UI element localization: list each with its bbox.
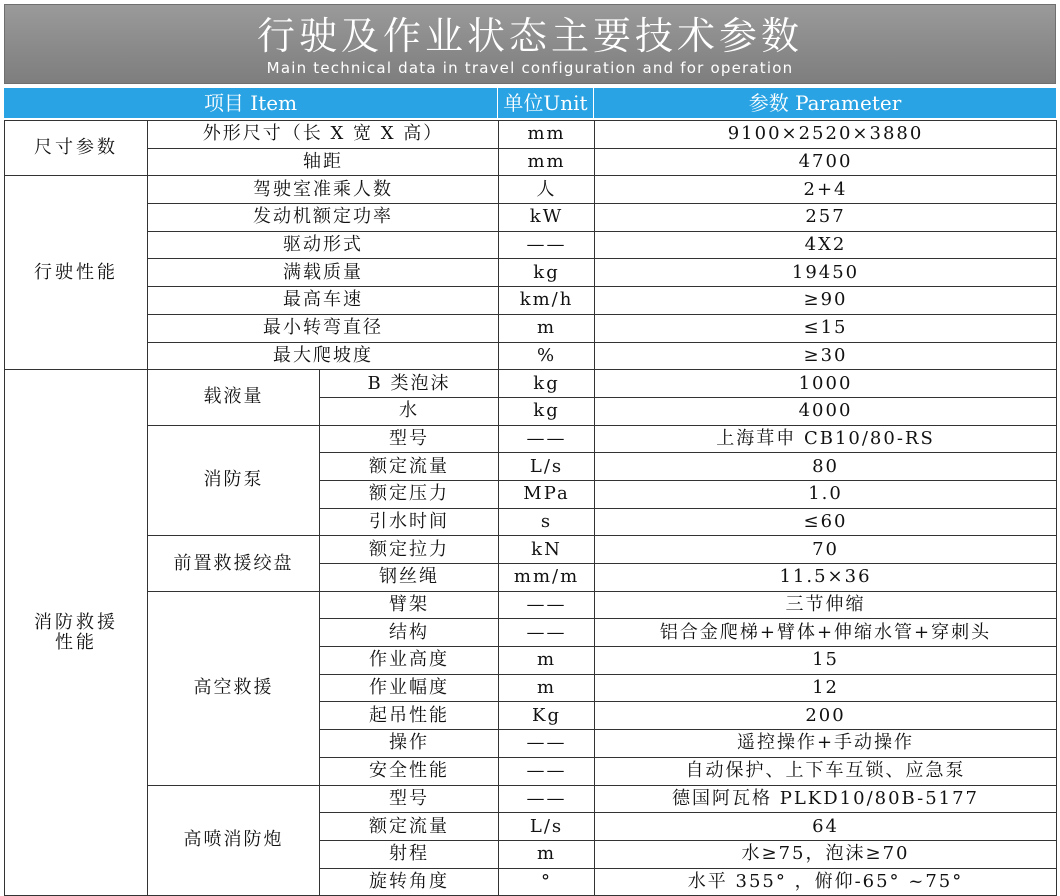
unit-cell: —— <box>499 619 595 647</box>
page-subtitle: Main technical data in travel configuration and for operation <box>266 59 794 77</box>
unit-cell: MPa <box>499 480 595 508</box>
unit-cell: m <box>499 647 595 675</box>
group-cell: 载液量 <box>148 370 320 425</box>
unit-cell: —— <box>499 231 595 259</box>
item-cell: 作业幅度 <box>320 674 499 702</box>
table-row <box>5 314 1057 342</box>
param-cell: 9100×2520×3880 <box>595 121 1057 149</box>
category-cell: 行驶性能 <box>5 176 148 370</box>
param-cell: 水平 355° ，俯仰-65° ~75° <box>595 868 1057 896</box>
item-cell: 最小转弯直径 <box>148 314 499 342</box>
param-cell: 4X2 <box>595 231 1057 259</box>
table-row <box>5 204 1057 232</box>
item-cell: 最高车速 <box>148 287 499 315</box>
header-item: 项目 Item <box>4 88 498 118</box>
unit-cell: kg <box>499 397 595 425</box>
group-cell: 高空救援 <box>148 591 320 785</box>
item-cell: 旋转角度 <box>320 868 499 896</box>
param-cell: 三节伸缩 <box>595 591 1057 619</box>
table-row <box>5 425 1057 453</box>
param-cell: 70 <box>595 536 1057 564</box>
unit-cell: —— <box>499 757 595 785</box>
item-cell: 额定拉力 <box>320 536 499 564</box>
unit-cell: kg <box>499 370 595 398</box>
unit-cell: km/h <box>499 287 595 315</box>
param-cell: 12 <box>595 674 1057 702</box>
param-cell: 4000 <box>595 397 1057 425</box>
param-cell: 80 <box>595 453 1057 481</box>
item-cell: 外形尺寸（长 X 宽 X 高） <box>148 121 499 149</box>
item-cell: B 类泡沫 <box>320 370 499 398</box>
item-cell: 驱动形式 <box>148 231 499 259</box>
title-banner <box>4 4 1056 84</box>
table-row <box>5 370 1057 398</box>
item-cell: 最大爬坡度 <box>148 342 499 370</box>
param-cell: 64 <box>595 813 1057 841</box>
item-cell: 额定流量 <box>320 453 499 481</box>
item-cell: 满载质量 <box>148 259 499 287</box>
unit-cell: kN <box>499 536 595 564</box>
unit-cell: L/s <box>499 453 595 481</box>
param-cell: ≥90 <box>595 287 1057 315</box>
page-title: 行驶及作业状态主要技术参数 <box>256 14 803 58</box>
table-row <box>5 785 1057 813</box>
param-cell: 200 <box>595 702 1057 730</box>
table-row <box>5 259 1057 287</box>
item-cell: 额定流量 <box>320 813 499 841</box>
spec-table-body <box>5 121 1057 896</box>
param-cell: 1.0 <box>595 480 1057 508</box>
item-cell: 臂架 <box>320 591 499 619</box>
unit-cell: mm <box>499 148 595 176</box>
table-row <box>5 231 1057 259</box>
item-cell: 安全性能 <box>320 757 499 785</box>
item-cell: 水 <box>320 397 499 425</box>
unit-cell: s <box>499 508 595 536</box>
unit-cell: m <box>499 674 595 702</box>
param-cell: 11.5×36 <box>595 564 1057 592</box>
unit-cell: L/s <box>499 813 595 841</box>
unit-cell: mm <box>499 121 595 149</box>
header-unit: 单位Unit <box>498 88 594 118</box>
item-cell: 驾驶室准乘人数 <box>148 176 499 204</box>
item-cell: 型号 <box>320 425 499 453</box>
unit-cell: —— <box>499 591 595 619</box>
unit-cell: —— <box>499 730 595 758</box>
table-row <box>5 176 1057 204</box>
group-cell: 消防泵 <box>148 425 320 536</box>
unit-cell: 人 <box>499 176 595 204</box>
category-cell: 消防救援 性能 <box>5 370 148 896</box>
param-cell: 铝合金爬梯+臂体+伸缩水管+穿刺头 <box>595 619 1057 647</box>
unit-cell: —— <box>499 425 595 453</box>
unit-cell: kW <box>499 204 595 232</box>
item-cell: 额定压力 <box>320 480 499 508</box>
table-row <box>5 342 1057 370</box>
param-cell: 257 <box>595 204 1057 232</box>
item-cell: 轴距 <box>148 148 499 176</box>
param-cell: 1000 <box>595 370 1057 398</box>
table-row <box>5 121 1057 149</box>
item-cell: 发动机额定功率 <box>148 204 499 232</box>
spec-table <box>4 120 1057 896</box>
param-cell: ≤60 <box>595 508 1057 536</box>
unit-cell: m <box>499 840 595 868</box>
unit-cell: mm/m <box>499 564 595 592</box>
table-row <box>5 148 1057 176</box>
item-cell: 引水时间 <box>320 508 499 536</box>
table-row <box>5 287 1057 315</box>
header-param: 参数 Parameter <box>748 91 902 115</box>
unit-cell: % <box>499 342 595 370</box>
item-cell: 起吊性能 <box>320 702 499 730</box>
unit-cell: kg <box>499 259 595 287</box>
unit-cell: —— <box>499 785 595 813</box>
item-cell: 钢丝绳 <box>320 564 499 592</box>
item-cell: 射程 <box>320 840 499 868</box>
table-row <box>5 536 1057 564</box>
param-cell: 水≥75，泡沫≥70 <box>595 840 1057 868</box>
table-header <box>4 88 1056 118</box>
item-cell: 作业高度 <box>320 647 499 675</box>
param-cell: 自动保护、上下车互锁、应急泵 <box>595 757 1057 785</box>
unit-cell: m <box>499 314 595 342</box>
param-cell: 19450 <box>595 259 1057 287</box>
param-cell: 上海茸申 CB10/80-RS <box>595 425 1057 453</box>
param-cell: 15 <box>595 647 1057 675</box>
param-cell: 遥控操作+手动操作 <box>595 730 1057 758</box>
category-cell: 尺寸参数 <box>5 121 148 176</box>
param-cell: ≥30 <box>595 342 1057 370</box>
param-cell: 4700 <box>595 148 1057 176</box>
param-cell: 2+4 <box>595 176 1057 204</box>
item-cell: 结构 <box>320 619 499 647</box>
param-cell: ≤15 <box>595 314 1057 342</box>
param-cell: 德国阿瓦格 PLKD10/80B-5177 <box>595 785 1057 813</box>
group-cell: 高喷消防炮 <box>148 785 320 896</box>
item-cell: 操作 <box>320 730 499 758</box>
unit-cell: ° <box>499 868 595 896</box>
unit-cell: Kg <box>499 702 595 730</box>
table-row <box>5 591 1057 619</box>
item-cell: 型号 <box>320 785 499 813</box>
group-cell: 前置救援绞盘 <box>148 536 320 591</box>
